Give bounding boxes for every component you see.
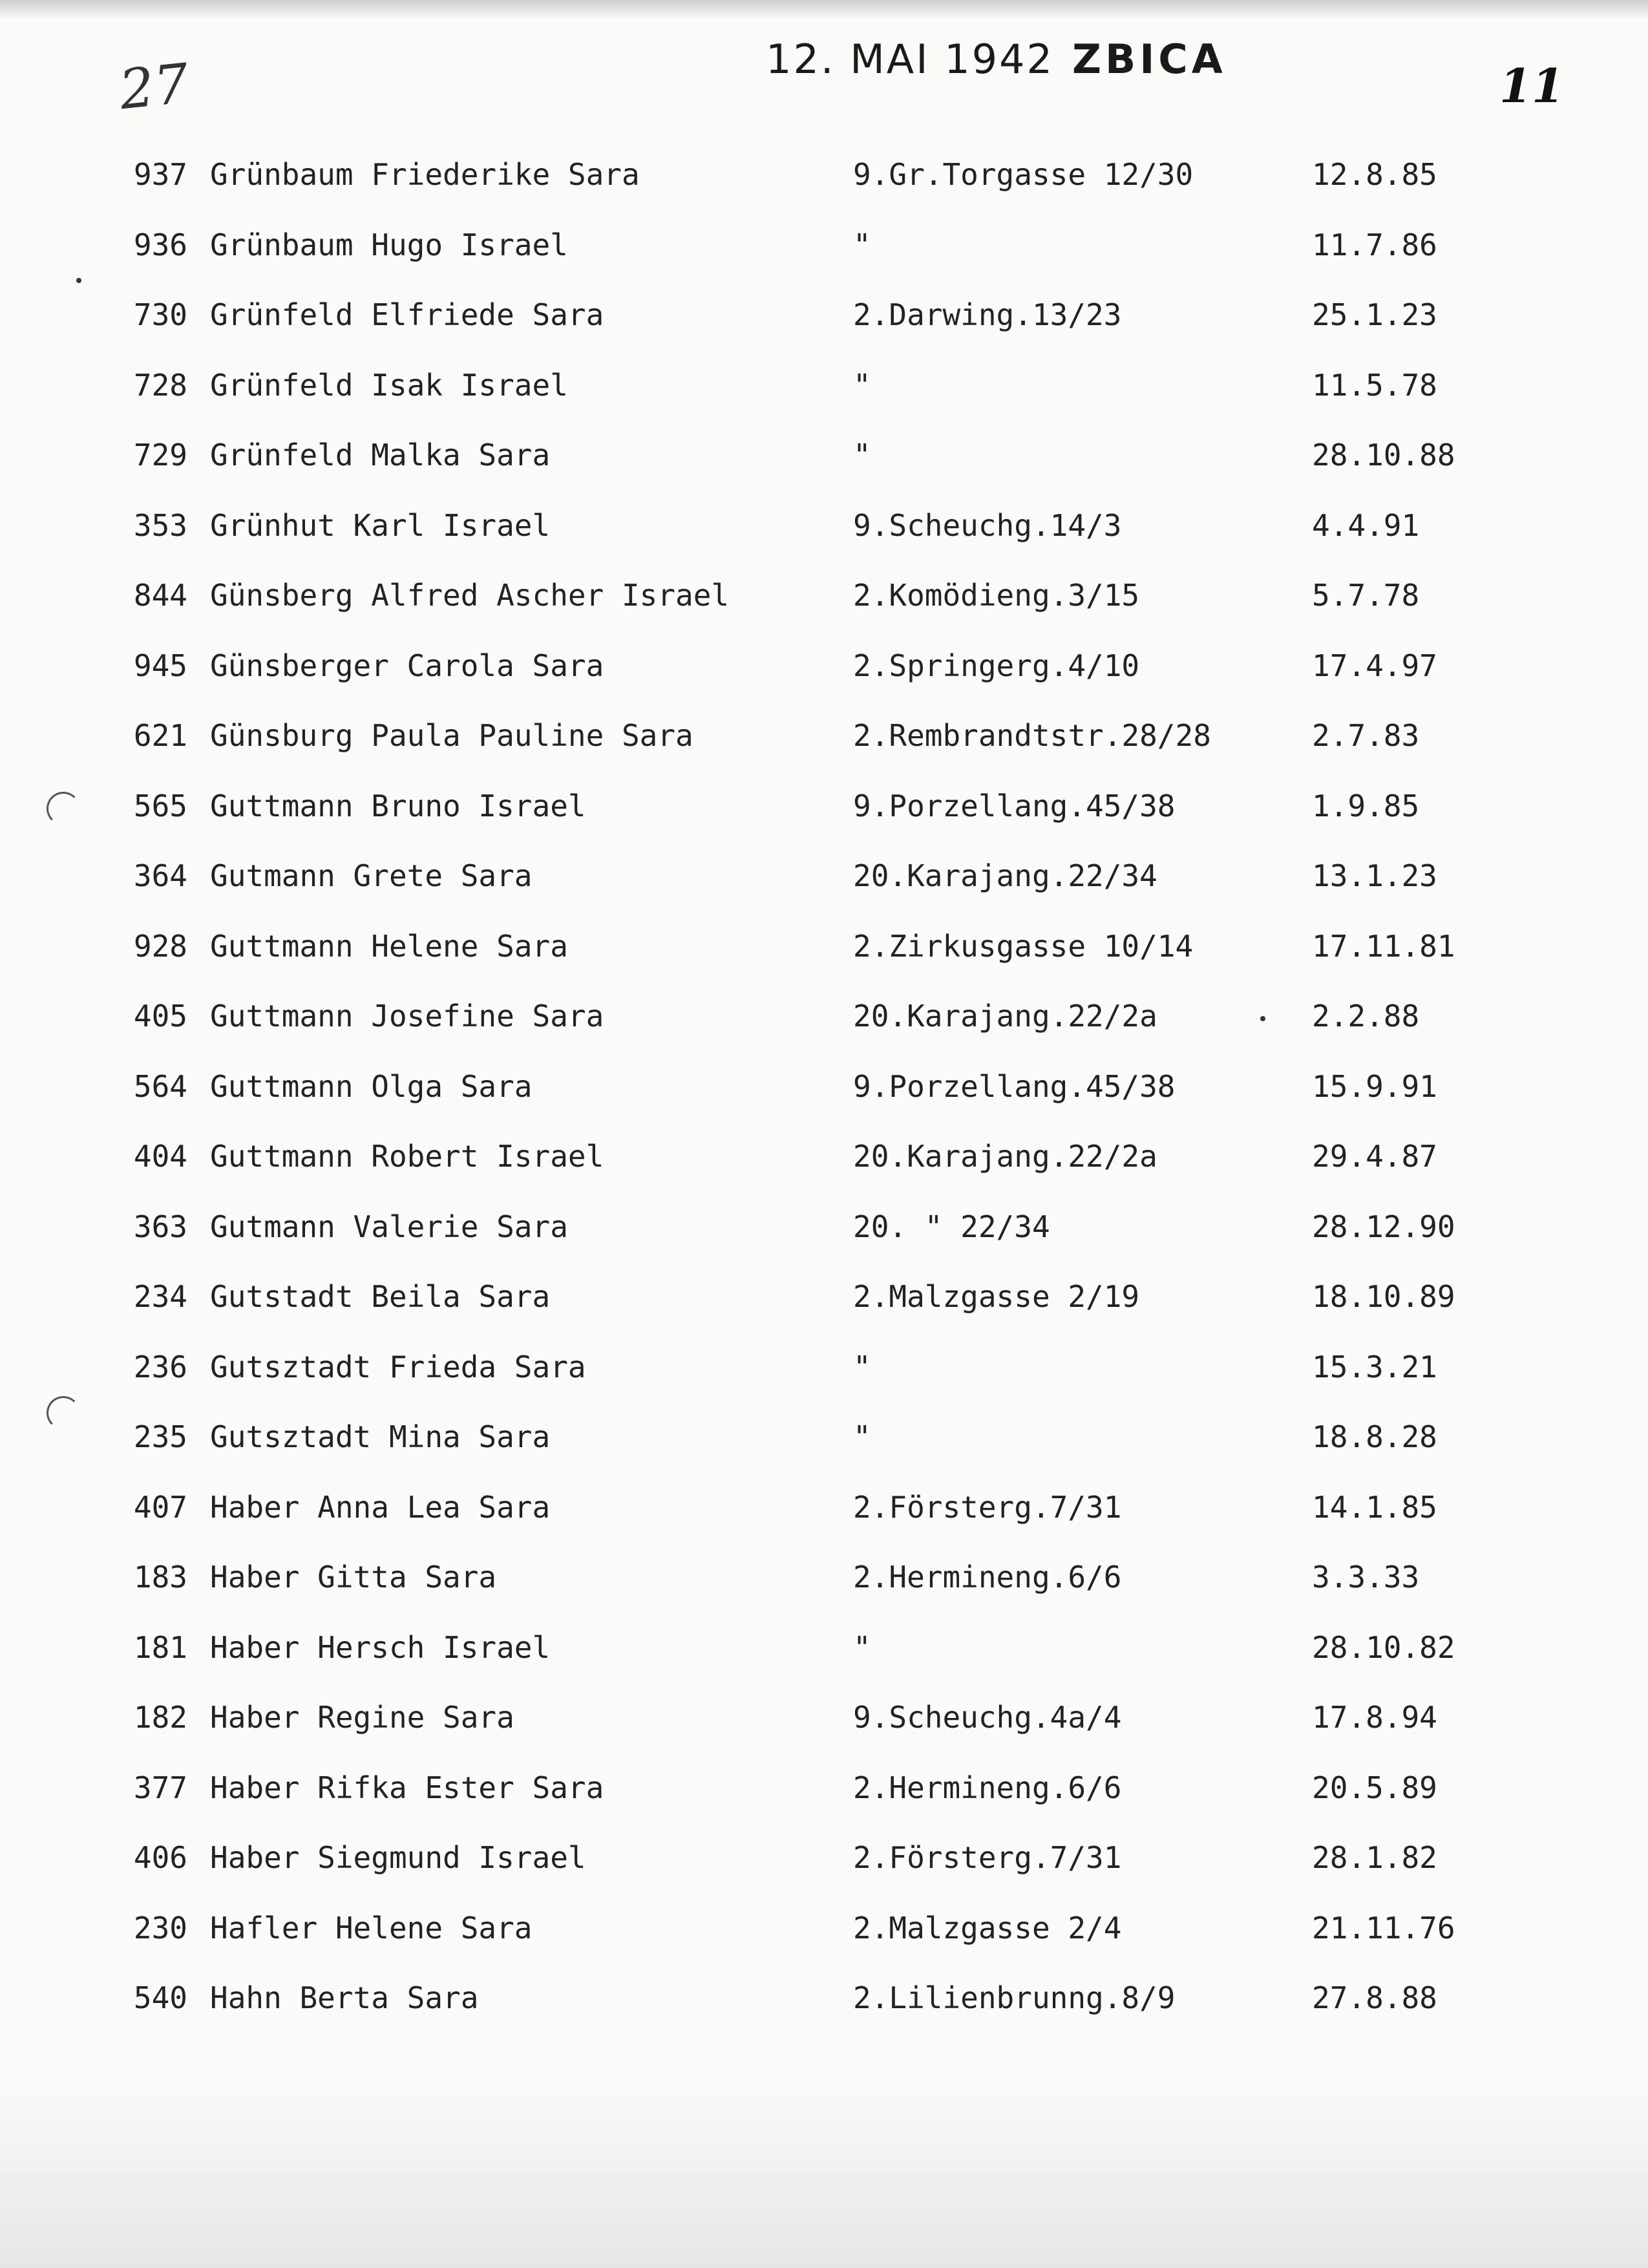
birth-date: 18.10.89 xyxy=(1312,1279,1455,1314)
address: 2.Försterg.7/31 xyxy=(853,1490,1122,1525)
address: 2.Darwing.13/23 xyxy=(853,297,1122,332)
birth-date: 25.1.23 xyxy=(1312,297,1437,332)
entry-number: 621 xyxy=(133,718,187,753)
entry-number: 564 xyxy=(133,1069,187,1104)
list-row xyxy=(0,1554,1648,1600)
date-stamp xyxy=(766,36,1227,83)
entry-number: 729 xyxy=(133,438,187,472)
entry-number: 404 xyxy=(133,1139,187,1174)
person-name: Günsberg Alfred Ascher Israel xyxy=(210,578,730,613)
entry-number: 936 xyxy=(133,228,187,262)
list-row xyxy=(0,1765,1648,1810)
address: 9.Porzellang.45/38 xyxy=(853,789,1176,823)
address: 20.Karajang.22/2a xyxy=(853,1139,1157,1174)
birth-date: 11.7.86 xyxy=(1312,228,1437,262)
entry-number: 945 xyxy=(133,648,187,683)
entry-number: 181 xyxy=(133,1630,187,1665)
entry-number: 183 xyxy=(133,1560,187,1595)
list-row xyxy=(0,1414,1648,1459)
birth-date: 28.12.90 xyxy=(1312,1209,1455,1244)
birth-date: 17.11.81 xyxy=(1312,929,1455,964)
person-name: Gutmann Grete Sara xyxy=(210,858,533,893)
list-row xyxy=(0,853,1648,898)
birth-date: 4.4.91 xyxy=(1312,508,1420,543)
person-name: Haber Regine Sara xyxy=(210,1700,514,1735)
address: " xyxy=(853,438,871,472)
list-row xyxy=(0,924,1648,969)
list-row xyxy=(0,503,1648,548)
list-row xyxy=(0,1835,1648,1880)
list-row xyxy=(0,783,1648,829)
entry-number: 236 xyxy=(133,1350,187,1384)
address: " xyxy=(853,1419,871,1454)
address: 2.Zirkusgasse 10/14 xyxy=(853,929,1194,964)
address: 2.Lilienbrunng.8/9 xyxy=(853,1980,1176,2015)
birth-date: 28.1.82 xyxy=(1312,1840,1437,1875)
person-name: Haber Gitta Sara xyxy=(210,1560,497,1595)
address: 9.Gr.Torgasse 12/30 xyxy=(853,157,1194,192)
person-name: Hahn Berta Sara xyxy=(210,1980,479,2015)
entry-number: 377 xyxy=(133,1770,187,1805)
list-row xyxy=(0,1695,1648,1740)
person-name: Guttmann Josefine Sara xyxy=(210,999,604,1033)
address: 20. " 22/34 xyxy=(853,1209,1050,1244)
list-row xyxy=(0,292,1648,337)
birth-date: 20.5.89 xyxy=(1312,1770,1437,1805)
entry-number: 230 xyxy=(133,1911,187,1945)
entry-number: 364 xyxy=(133,858,187,893)
person-name: Haber Rifka Ester Sara xyxy=(210,1770,604,1805)
person-name: Gutsztadt Mina Sara xyxy=(210,1419,551,1454)
person-name: Haber Hersch Israel xyxy=(210,1630,551,1665)
list-row xyxy=(0,1625,1648,1670)
birth-date: 12.8.85 xyxy=(1312,157,1437,192)
birth-date: 2.7.83 xyxy=(1312,718,1420,753)
address: 9.Porzellang.45/38 xyxy=(853,1069,1176,1104)
birth-date: 28.10.82 xyxy=(1312,1630,1455,1665)
address: 20.Karajang.22/34 xyxy=(853,858,1157,893)
entry-number: 844 xyxy=(133,578,187,613)
person-name: Grünfeld Isak Israel xyxy=(210,368,568,403)
birth-date: 28.10.88 xyxy=(1312,438,1455,472)
person-name: Grünfeld Malka Sara xyxy=(210,438,551,472)
birth-date: 17.8.94 xyxy=(1312,1700,1437,1735)
person-name: Guttmann Bruno Israel xyxy=(210,789,586,823)
birth-date: 18.8.28 xyxy=(1312,1419,1437,1454)
person-name: Haber Siegmund Israel xyxy=(210,1840,586,1875)
address: 2.Malzgasse 2/19 xyxy=(853,1279,1140,1314)
birth-date: 2.2.88 xyxy=(1312,999,1420,1033)
address: 2.Komödieng.3/15 xyxy=(853,578,1140,613)
list-row xyxy=(0,1344,1648,1390)
entry-number: 728 xyxy=(133,368,187,403)
person-name: Hafler Helene Sara xyxy=(210,1911,533,1945)
entry-number: 235 xyxy=(133,1419,187,1454)
person-name: Guttmann Helene Sara xyxy=(210,929,568,964)
address: 2.Hermineng.6/6 xyxy=(853,1770,1122,1805)
birth-date: 5.7.78 xyxy=(1312,578,1420,613)
entry-number: 406 xyxy=(133,1840,187,1875)
person-name: Gutstadt Beila Sara xyxy=(210,1279,551,1314)
list-row xyxy=(0,573,1648,618)
list-row xyxy=(0,643,1648,688)
list-row xyxy=(0,432,1648,478)
list-row xyxy=(0,1064,1648,1109)
birth-date: 21.11.76 xyxy=(1312,1911,1455,1945)
person-name: Gutmann Valerie Sara xyxy=(210,1209,568,1244)
address: 9.Scheuchg.14/3 xyxy=(853,508,1122,543)
person-name: Günsberger Carola Sara xyxy=(210,648,604,683)
person-name: Guttmann Olga Sara xyxy=(210,1069,533,1104)
address: " xyxy=(853,1350,871,1384)
birth-date: 11.5.78 xyxy=(1312,368,1437,403)
person-name: Haber Anna Lea Sara xyxy=(210,1490,551,1525)
entry-number: 730 xyxy=(133,297,187,332)
birth-date: 13.1.23 xyxy=(1312,858,1437,893)
person-name: Grünbaum Friederike Sara xyxy=(210,157,640,192)
scan-bottom-shading xyxy=(0,2074,1648,2268)
entry-number: 353 xyxy=(133,508,187,543)
birth-date: 1.9.85 xyxy=(1312,789,1420,823)
list-row xyxy=(0,1905,1648,1951)
person-name: Grünbaum Hugo Israel xyxy=(210,228,568,262)
list-row xyxy=(0,1274,1648,1319)
list-row xyxy=(0,1485,1648,1530)
birth-date: 15.3.21 xyxy=(1312,1350,1437,1384)
entry-number: 937 xyxy=(133,157,187,192)
person-name: Guttmann Robert Israel xyxy=(210,1139,604,1174)
address: " xyxy=(853,228,871,262)
entry-number: 565 xyxy=(133,789,187,823)
address: 9.Scheuchg.4a/4 xyxy=(853,1700,1122,1735)
list-row xyxy=(0,993,1648,1039)
scan-top-edge xyxy=(0,0,1648,19)
person-name: Günsburg Paula Pauline Sara xyxy=(210,718,693,753)
birth-date: 27.8.88 xyxy=(1312,1980,1437,2015)
list-row xyxy=(0,1134,1648,1179)
list-row xyxy=(0,1204,1648,1249)
birth-date: 14.1.85 xyxy=(1312,1490,1437,1525)
list-row xyxy=(0,363,1648,408)
entry-number: 182 xyxy=(133,1700,187,1735)
entry-number: 407 xyxy=(133,1490,187,1525)
list-row xyxy=(0,222,1648,268)
birth-date: 17.4.97 xyxy=(1312,648,1437,683)
entry-number: 405 xyxy=(133,999,187,1033)
entry-number: 363 xyxy=(133,1209,187,1244)
address: 2.Rembrandtstr.28/28 xyxy=(853,718,1211,753)
speck xyxy=(76,278,81,283)
stamp-place: ZBICA xyxy=(1072,36,1227,83)
address: " xyxy=(853,1630,871,1665)
list-row xyxy=(0,152,1648,197)
address: " xyxy=(853,368,871,403)
address: 2.Hermineng.6/6 xyxy=(853,1560,1122,1595)
entry-number: 928 xyxy=(133,929,187,964)
address: 2.Malzgasse 2/4 xyxy=(853,1911,1122,1945)
entry-number: 234 xyxy=(133,1279,187,1314)
person-name: Gutsztadt Frieda Sara xyxy=(210,1350,586,1384)
stamp-date: 12. MAI 1942 xyxy=(766,36,1054,83)
birth-date: 29.4.87 xyxy=(1312,1139,1437,1174)
entry-number: 540 xyxy=(133,1980,187,2015)
person-name: Grünfeld Elfriede Sara xyxy=(210,297,604,332)
list-row xyxy=(0,713,1648,758)
address: 2.Försterg.7/31 xyxy=(853,1840,1122,1875)
person-name: Grünhut Karl Israel xyxy=(210,508,551,543)
list-row xyxy=(0,1975,1648,2020)
address: 20.Karajang.22/2a xyxy=(853,999,1157,1033)
address: 2.Springerg.4/10 xyxy=(853,648,1140,683)
handwritten-page-number-right: 11 xyxy=(1499,58,1565,113)
birth-date: 3.3.33 xyxy=(1312,1560,1420,1595)
handwritten-page-number-left: 27 xyxy=(116,51,192,122)
birth-date: 15.9.91 xyxy=(1312,1069,1437,1104)
